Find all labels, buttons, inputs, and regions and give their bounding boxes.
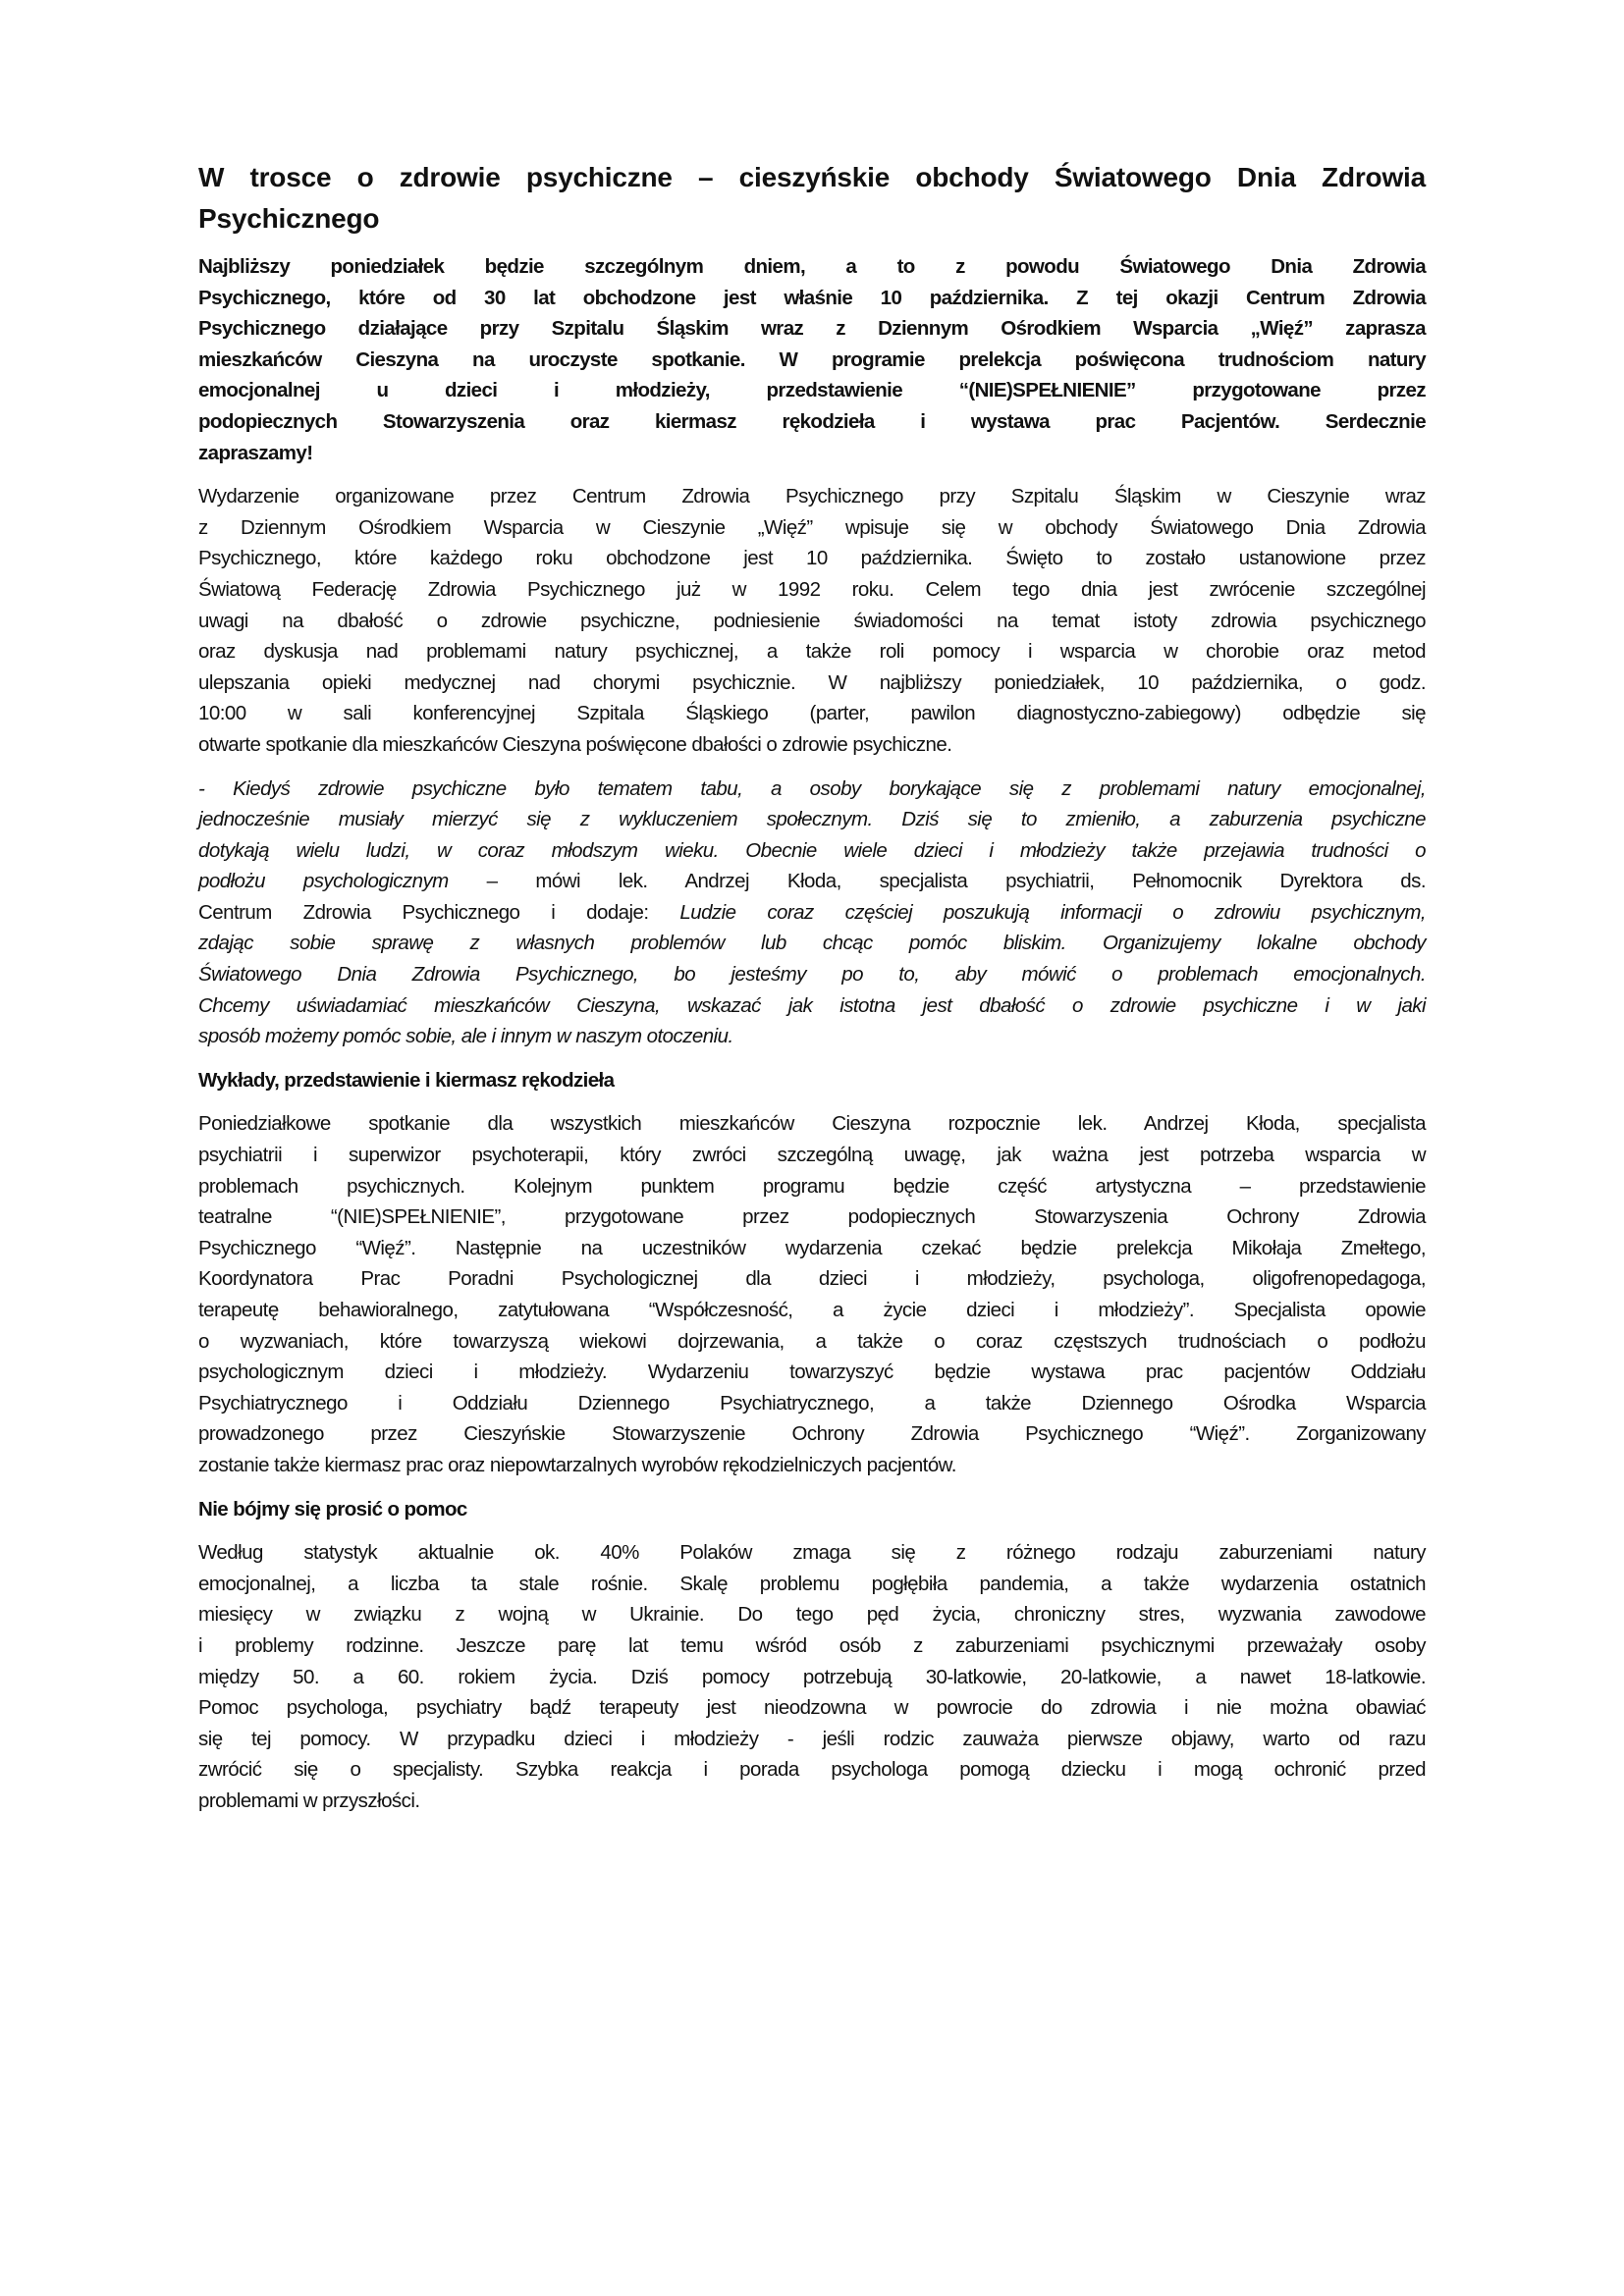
text-line: zostanie także kiermasz prac oraz niepowtarzalnych wyrobów rękodzielniczych pacjentów. bbox=[198, 1453, 956, 1476]
text-line: Psychicznego, które każdego roku obchodzone jest 10 października. Święto to zostało ustanowione przez bbox=[198, 547, 1426, 570]
text-line: między 50. a 60. rokiem życia. Dziś pomocy potrzebują 30-latkowie, 20-latkowie, a nawet 18-latkowie. bbox=[198, 1665, 1426, 1688]
text-line: Chcemy uświadamiać mieszkańców Cieszyna, wskazać jak istotna jest dbałość o zdrowie psychiczne i w jaki bbox=[198, 993, 1426, 1017]
text-line: emocjonalnej u dzieci i młodzieży, przedstawienie “(NIE)SPEŁNIENIE” przygotowane przez bbox=[198, 379, 1426, 402]
text-line bbox=[198, 866, 1426, 897]
text-line: teatralne “(NIE)SPEŁNIENIE”, przygotowane przez podopiecznych Stowarzyszenia Ochrony Zdrowia bbox=[198, 1205, 1426, 1229]
text-line: zapraszamy! bbox=[198, 441, 313, 464]
text-line: z Dziennym Ośrodkiem Wsparcia w Cieszynie „Więź” wpisuje się w obchody Światowego Dnia Zdrowia bbox=[198, 515, 1426, 539]
text-line: się tej pomocy. W przypadku dzieci i młodzieży - jeśli rodzic zauważa pierwsze objawy, warto od razu bbox=[198, 1727, 1426, 1750]
text-line: dotykają wielu ludzi, w coraz młodszym wieku. Obecnie wiele dzieci i młodzieży także przejawia trudności o bbox=[198, 838, 1426, 862]
quote-fragment: Ludzie coraz częściej poszukują informacji o zdrowiu psychicznym, bbox=[679, 900, 1426, 924]
text-line: psychologicznym dzieci i młodzieży. Wydarzeniu towarzyszyć będzie wystawa prac pacjentów Oddziału bbox=[198, 1361, 1426, 1384]
text-line: Światowego Dnia Zdrowia Psychicznego, bo jesteśmy po to, aby mówić o problemach emocjonalnych. bbox=[198, 963, 1426, 987]
text-line: Pomoc psychologa, psychiatry bądź terapeuty jest nieodzowna w powrocie do zdrowia i nie można obawiać bbox=[198, 1696, 1426, 1720]
text-line: Wydarzenie organizowane przez Centrum Zdrowia Psychicznego przy Szpitalu Śląskim w Cieszynie wraz bbox=[198, 485, 1426, 508]
attribution-fragment: Centrum Zdrowia Psychicznego i dodaje: bbox=[198, 900, 680, 924]
help-paragraph bbox=[198, 1537, 1426, 1816]
text-line: zwrócić się o specjalisty. Szybka reakcja i porada psychologa pomogą dziecku i mogą ochronić przed bbox=[198, 1758, 1426, 1782]
quote-fragment: podłożu psychologicznym bbox=[198, 870, 449, 893]
text-line: 10:00 w sali konferencyjnej Szpitala Śląskiego (parter, pawilon diagnostyczno-zabiegowy) odbędzie się bbox=[198, 702, 1426, 725]
text-line: miesięcy w związku z wojną w Ukrainie. Do tego pęd życia, chroniczny stres, wyzwania zawodowe bbox=[198, 1603, 1426, 1627]
document-page bbox=[198, 157, 1426, 1830]
text-line: problemami w przyszłości. bbox=[198, 1789, 420, 1812]
text-line: Psychiatrycznego i Oddziału Dziennego Psychiatrycznego, a także Dziennego Ośrodka Wsparcia bbox=[198, 1391, 1426, 1415]
text-line: podopiecznych Stowarzyszenia oraz kiermasz rękodzieła i wystawa prac Pacjentów. Serdecznie bbox=[198, 409, 1426, 433]
text-line: Według statystyk aktualnie ok. 40% Polaków zmaga się z różnego rodzaju zaburzeniami natury bbox=[198, 1541, 1426, 1565]
text-line: Psychicznego, które od 30 lat obchodzone jest właśnie 10 października. Z tej okazji Centrum Zdrowia bbox=[198, 286, 1426, 309]
text-line: Poniedziałkowe spotkanie dla wszystkich mieszkańców Cieszyna rozpocznie lek. Andrzej Kłoda, specjalista bbox=[198, 1112, 1426, 1136]
document-title bbox=[198, 157, 1426, 240]
text-line: oraz dyskusja nad problemami natury psychicznej, a także roli pomocy i wsparcia w chorobie oraz metod bbox=[198, 640, 1426, 664]
text-line: terapeutę behawioralnego, zatytułowana “Współczesność, a życie dzieci i młodzieży”. Specjalista opowie bbox=[198, 1299, 1426, 1321]
text-line: - Kiedyś zdrowie psychiczne było tematem tabu, a osoby borykające się z problemami natury emocjonalnej, bbox=[198, 776, 1426, 800]
text-line bbox=[198, 897, 1426, 929]
section-heading-help: Nie bójmy się prosić o pomoc bbox=[198, 1497, 467, 1521]
section-heading-lectures: Wykłady, przedstawienie i kiermasz rękodzieła bbox=[198, 1068, 615, 1092]
text-line: emocjonalnej, a liczba ta stale rośnie. Skalę problemu pogłębiła pandemia, a także wydarzenia ostatnich bbox=[198, 1572, 1426, 1595]
text-line: problemach psychicznych. Kolejnym punktem programu będzie część artystyczna – przedstawienie bbox=[198, 1174, 1426, 1198]
text-line: mieszkańców Cieszyna na uroczyste spotkanie. W programie prelekcja poświęcona trudnościom natury bbox=[198, 347, 1426, 371]
quote-paragraph bbox=[198, 774, 1426, 1052]
text-line: Światową Federację Zdrowia Psychicznego już w 1992 roku. Celem tego dnia jest zwrócenie szczególnej bbox=[198, 577, 1426, 601]
title-line: W trosce o zdrowie psychiczne – cieszyńskie obchody Światowego Dnia Zdrowia bbox=[198, 162, 1426, 192]
text-line: uwagi na dbałość o zdrowie psychiczne, podniesienie świadomości na temat istoty zdrowia psychicznego bbox=[198, 609, 1426, 632]
attribution-fragment: – mówi lek. Andrzej Kłoda, specjalista psychiatrii, Pełnomocnik Dyrektora ds. bbox=[448, 870, 1426, 893]
title-line: Psychicznego bbox=[198, 203, 380, 234]
text-line: psychiatrii i superwizor psychoterapii, który zwróci szczególną uwagę, jak ważna jest potrzeba wsparcia w bbox=[198, 1144, 1426, 1167]
lead-paragraph bbox=[198, 251, 1426, 468]
text-line: o wyzwaniach, które towarzyszą wiekowi dojrzewania, a także o coraz częstszych trudnościach o podłożu bbox=[198, 1329, 1426, 1353]
text-line: ulepszania opieki medycznej nad chorymi psychicznie. W najbliższy poniedziałek, 10 października, o godz. bbox=[198, 670, 1426, 694]
text-line: otwarte spotkanie dla mieszkańców Cieszyna poświęcone dbałości o zdrowie psychiczne. bbox=[198, 732, 952, 756]
text-line: prowadzonego przez Cieszyńskie Stowarzyszenie Ochrony Zdrowia Psychicznego “Więź”. Zorganizowany bbox=[198, 1422, 1426, 1446]
text-line: zdając sobie sprawę z własnych problemów lub chcąc pomóc bliskim. Organizujemy lokalne obchody bbox=[198, 932, 1426, 955]
text-line: Koordynatora Prac Poradni Psychologicznej dla dzieci i młodzieży, psychologa, oligofrenopedagoga, bbox=[198, 1267, 1426, 1291]
event-paragraph bbox=[198, 481, 1426, 760]
text-line: i problemy rodzinne. Jeszcze parę lat temu wśród osób z zaburzeniami psychicznymi przeważały osoby bbox=[198, 1633, 1426, 1657]
text-line: Najbliższy poniedziałek będzie szczególnym dniem, a to z powodu Światowego Dnia Zdrowia bbox=[198, 255, 1426, 278]
text-line: Psychicznego działające przy Szpitalu Śląskim wraz z Dziennym Ośrodkiem Wsparcia „Więź” zaprasza bbox=[198, 317, 1426, 341]
lectures-paragraph bbox=[198, 1108, 1426, 1480]
text-line: jednocześnie musiały mierzyć się z wykluczeniem społecznym. Dziś się to zmieniło, a zaburzenia psychiczne bbox=[198, 808, 1426, 831]
text-line: sposób możemy pomóc sobie, ale i innym w naszym otoczeniu. bbox=[198, 1025, 733, 1048]
text-line: Psychicznego “Więź”. Następnie na uczestników wydarzenia czekać będzie prelekcja Mikołaja Zmełtego, bbox=[198, 1236, 1426, 1259]
